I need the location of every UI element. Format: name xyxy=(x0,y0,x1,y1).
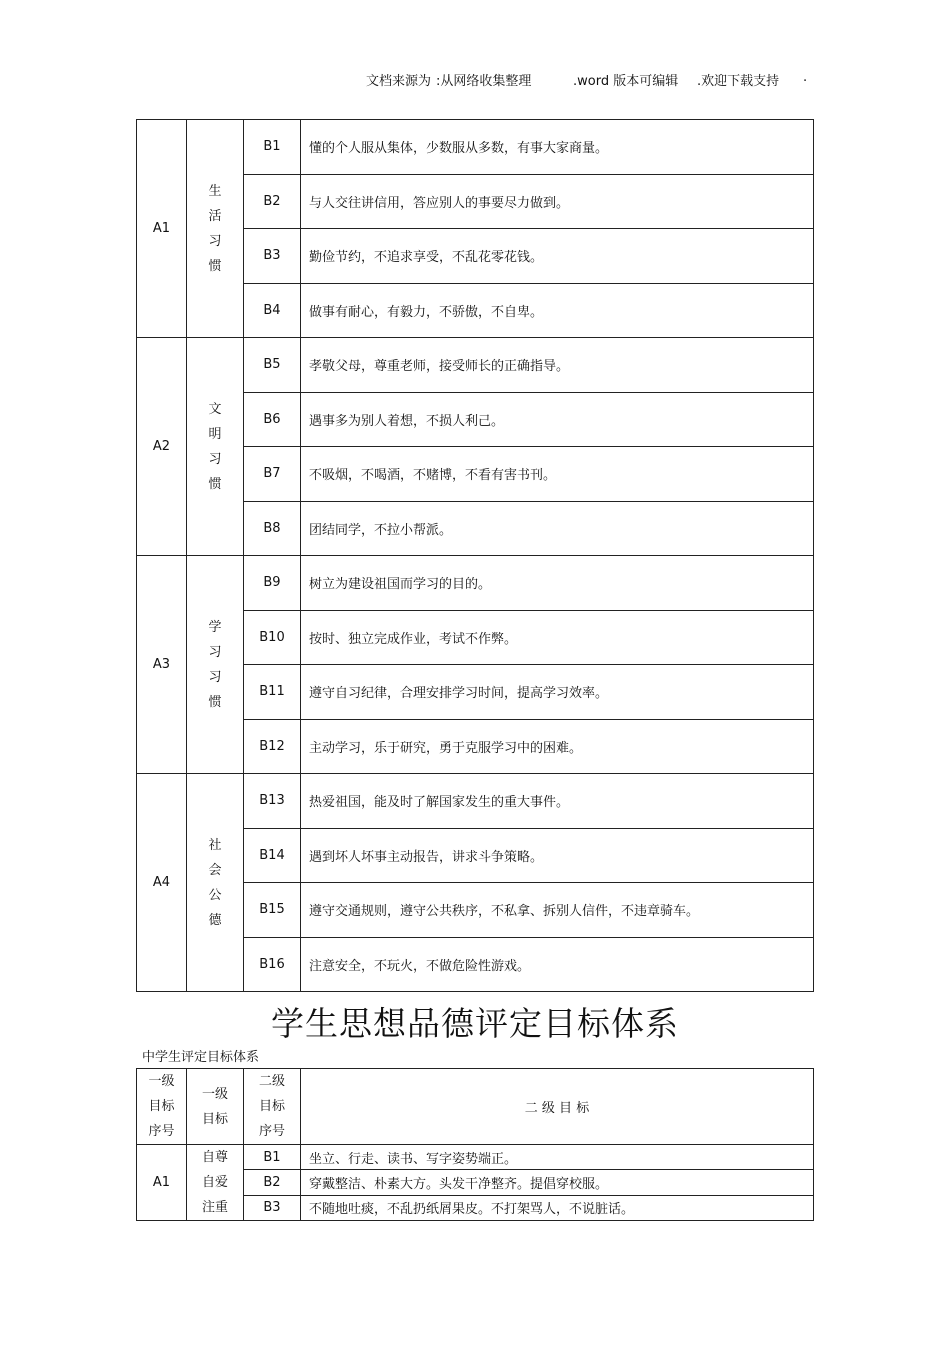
group-code: A4 xyxy=(137,774,187,992)
item-text: 懂的个人服从集体，少数服从多数，有事大家商量。 xyxy=(301,120,814,175)
item-code: B1 xyxy=(244,1145,301,1170)
table-row xyxy=(137,1145,814,1170)
item-text: 遵守自习纪律，合理安排学习时间，提高学习效率。 xyxy=(301,665,814,720)
table-row xyxy=(137,556,814,611)
item-code: B10 xyxy=(244,610,301,665)
group-name: 文 明 习 惯 xyxy=(187,338,244,556)
item-code: B4 xyxy=(244,283,301,338)
item-code: B15 xyxy=(244,883,301,938)
table-row xyxy=(137,338,814,393)
item-text: 团结同学，不拉小帮派。 xyxy=(301,501,814,556)
item-text: 遵守交通规则，遵守公共秩序，不私拿、拆别人信件，不违章骑车。 xyxy=(301,883,814,938)
page-title: 学生思想品德评定目标体系 xyxy=(271,1004,679,1043)
group-name: 社 会 公 德 xyxy=(187,774,244,992)
group-code: A1 xyxy=(137,120,187,338)
table-subtitle: 中学生评定目标体系 xyxy=(142,1050,260,1065)
item-code: B14 xyxy=(244,828,301,883)
item-code: B16 xyxy=(244,937,301,992)
item-code: B3 xyxy=(244,229,301,284)
item-code: B2 xyxy=(244,174,301,229)
item-text: 主动学习，乐于研究，勇于克服学习中的困难。 xyxy=(301,719,814,774)
item-text: 做事有耐心，有毅力，不骄傲，不自卑。 xyxy=(301,283,814,338)
item-code: B8 xyxy=(244,501,301,556)
habits-table xyxy=(136,119,814,992)
item-text: 孝敬父母，尊重老师，接受师长的正确指导。 xyxy=(301,338,814,393)
item-text: 遇事多为别人着想，不损人利己。 xyxy=(301,392,814,447)
item-code: B7 xyxy=(244,447,301,502)
item-text: 热爱祖国，能及时了解国家发生的重大事件。 xyxy=(301,774,814,829)
table-row xyxy=(137,120,814,175)
header-part-5: . xyxy=(803,70,808,85)
item-code: B12 xyxy=(244,719,301,774)
item-text: 勤俭节约，不追求享受，不乱花零花钱。 xyxy=(301,229,814,284)
header-part-2: :从网络收集整理 xyxy=(436,74,532,89)
group-code: A1 xyxy=(137,1145,187,1221)
group-code: A2 xyxy=(137,338,187,556)
item-text: 注意安全，不玩火，不做危险性游戏。 xyxy=(301,937,814,992)
group-name: 生 活 习 惯 xyxy=(187,120,244,338)
item-code: B9 xyxy=(244,556,301,611)
item-code: B5 xyxy=(244,338,301,393)
item-text: 不随地吐痰，不乱扔纸屑果皮。不打架骂人，不说脏话。 xyxy=(301,1195,814,1220)
item-code: B1 xyxy=(244,120,301,175)
item-code: B2 xyxy=(244,1170,301,1195)
item-code: B3 xyxy=(244,1195,301,1220)
item-text: 穿戴整洁、朴素大方。头发干净整齐。提倡穿校服。 xyxy=(301,1170,814,1195)
item-code: B13 xyxy=(244,774,301,829)
header-part-4: .欢迎下载支持 xyxy=(697,74,780,89)
item-code: B11 xyxy=(244,665,301,720)
table-row xyxy=(137,774,814,829)
header-part-3: .word 版本可编辑 xyxy=(573,74,679,89)
item-text: 与人交往讲信用，答应别人的事要尽力做到。 xyxy=(301,174,814,229)
item-text: 树立为建设祖国而学习的目的。 xyxy=(301,556,814,611)
header-level2-index: 二级 目标 序号 xyxy=(244,1069,301,1145)
group-name: 学 习 习 惯 xyxy=(187,556,244,774)
item-text: 按时、独立完成作业，考试不作弊。 xyxy=(301,610,814,665)
group-code: A3 xyxy=(137,556,187,774)
group-name: 自尊 自爱 注重 xyxy=(187,1145,244,1221)
header-level1-index: 一级 目标 序号 xyxy=(137,1069,187,1145)
item-text: 不吸烟，不喝酒，不赌博，不看有害书刊。 xyxy=(301,447,814,502)
header-level2-goal: 二 级 目 标 xyxy=(301,1069,814,1145)
goals-header-row xyxy=(137,1069,814,1145)
goals-table xyxy=(136,1068,814,1221)
item-code: B6 xyxy=(244,392,301,447)
item-text: 遇到坏人坏事主动报告，讲求斗争策略。 xyxy=(301,828,814,883)
header-level1-goal: 一级 目标 xyxy=(187,1069,244,1145)
header-part-1: 文档来源为 xyxy=(366,74,432,89)
item-text: 坐立、行走、读书、写字姿势端正。 xyxy=(301,1145,814,1170)
